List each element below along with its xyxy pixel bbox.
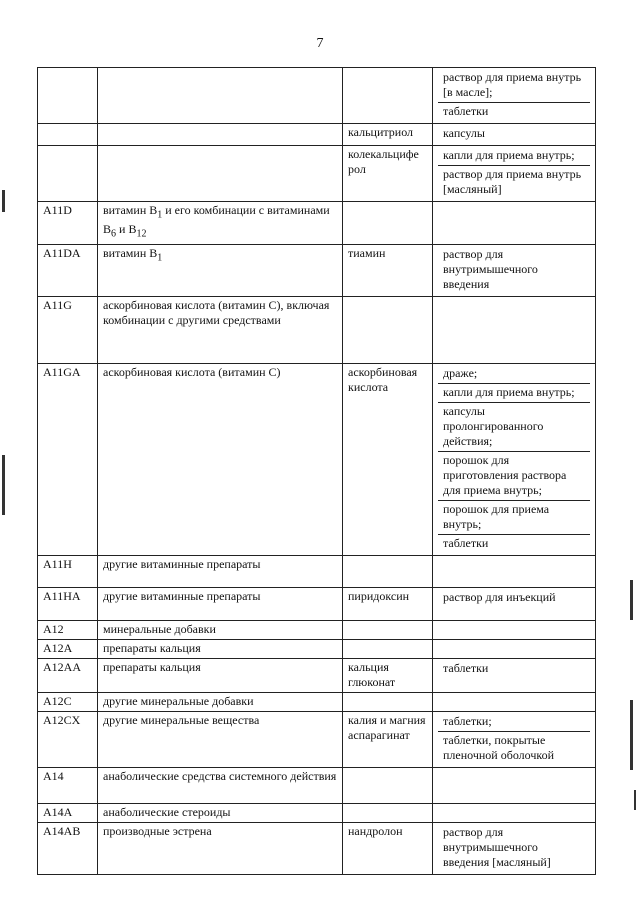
- table-row: [38, 822, 596, 874]
- dosage-form-item: капсулы: [443, 126, 485, 140]
- atc-code-cell: A11G: [38, 296, 98, 363]
- drug-name-cell: [343, 692, 433, 711]
- drug-name-cell: колекальцифе рол: [343, 146, 433, 202]
- dosage-forms-cell: [433, 587, 596, 620]
- drug-name-cell: пиридоксин: [343, 587, 433, 620]
- group-name-cell: [98, 146, 343, 202]
- dosage-forms-cell: [433, 202, 596, 245]
- table-row: [38, 363, 596, 555]
- atc-code-cell: A11GA: [38, 363, 98, 555]
- atc-code-cell: A14AB: [38, 822, 98, 874]
- dosage-form-item: таблетки: [438, 534, 590, 553]
- dosage-form-item: раствор для приема внутрь [масляный]: [438, 165, 590, 199]
- atc-code-cell: A12C: [38, 692, 98, 711]
- group-name-cell: [98, 124, 343, 146]
- drug-name-cell: кальцитриол: [343, 124, 433, 146]
- dosage-form-item: раствор для внутримышечного введения [масляный]: [443, 824, 551, 869]
- drug-name-cell: нандролон: [343, 822, 433, 874]
- dosage-form-item: раствор для инъекций: [443, 589, 556, 604]
- atc-code-cell: A14: [38, 767, 98, 803]
- table-row: [38, 124, 596, 146]
- drug-name-cell: [343, 202, 433, 245]
- dosage-form-item: капсулы пролонгированного действия;: [438, 402, 590, 451]
- table-row: [38, 767, 596, 803]
- table-row: [38, 202, 596, 245]
- drug-name-cell: кальция глюконат: [343, 658, 433, 692]
- drug-name-cell: [343, 803, 433, 822]
- dosage-form-item: капли для приема внутрь;: [438, 383, 590, 402]
- drug-name-cell: [343, 767, 433, 803]
- group-name-cell: [98, 68, 343, 124]
- dosage-forms-cell: [433, 124, 596, 146]
- dosage-forms-cell: [433, 711, 596, 767]
- dosage-forms-cell: [433, 296, 596, 363]
- group-name-cell: витамин $B_1$: [98, 244, 343, 296]
- table-row: [38, 620, 596, 639]
- table-row: [38, 639, 596, 658]
- dosage-form-item: драже;: [443, 365, 478, 380]
- atc-code-cell: [38, 124, 98, 146]
- dosage-form-item: таблетки;: [443, 713, 492, 728]
- group-name-cell: аскорбиновая кислота (витамин C), включая комбинации с другими средствами: [98, 296, 343, 363]
- dosage-forms-cell: [433, 68, 596, 124]
- atc-code-cell: A11H: [38, 555, 98, 587]
- atc-code-cell: A12AA: [38, 658, 98, 692]
- group-name-cell: минеральные добавки: [98, 620, 343, 639]
- group-name-cell: другие минеральные вещества: [98, 711, 343, 767]
- dosage-form-item: порошок для приема внутрь;: [438, 500, 590, 534]
- group-name-cell: другие витаминные препараты: [98, 555, 343, 587]
- table-row: [38, 587, 596, 620]
- drug-name-cell: [343, 68, 433, 124]
- group-name-cell: препараты кальция: [98, 639, 343, 658]
- drug-name-cell: калия и магния аспарагинат: [343, 711, 433, 767]
- group-name-cell: аскорбиновая кислота (витамин C): [98, 363, 343, 555]
- dosage-forms-cell: [433, 692, 596, 711]
- dosage-form-item: капли для приема внутрь;: [443, 148, 575, 162]
- atc-code-cell: [38, 146, 98, 202]
- group-name-cell: анаболические средства системного действия: [98, 767, 343, 803]
- dosage-forms-cell: [433, 363, 596, 555]
- atc-code-cell: A11D: [38, 202, 98, 245]
- drug-name-cell: [343, 296, 433, 363]
- group-name-cell: другие минеральные добавки: [98, 692, 343, 711]
- group-name-cell: витамин $B_1$ и его комбинации с витаминами $B_6$ и $B_{12}$: [98, 202, 343, 245]
- dosage-form-item: раствор для внутримышечного введения: [443, 246, 538, 291]
- atc-code-cell: A14A: [38, 803, 98, 822]
- dosage-form-item: раствор для приема внутрь [в масле];: [443, 70, 582, 99]
- page-number: 7: [316, 36, 324, 51]
- table-row: [38, 68, 596, 124]
- atc-code-cell: A12A: [38, 639, 98, 658]
- scan-artifact-right: [630, 580, 633, 620]
- dosage-form-item: порошок для приготовления раствора для приема внутрь;: [438, 451, 590, 500]
- group-name-cell: другие витаминные препараты: [98, 587, 343, 620]
- atc-code-cell: A12: [38, 620, 98, 639]
- dosage-forms-cell: [433, 822, 596, 874]
- scan-artifact-right: [630, 700, 633, 770]
- dosage-form-item: таблетки: [443, 660, 489, 675]
- table-row: [38, 244, 596, 296]
- group-name-cell: препараты кальция: [98, 658, 343, 692]
- dosage-forms-cell: [433, 767, 596, 803]
- table-row: [38, 296, 596, 363]
- drug-name-cell: [343, 620, 433, 639]
- atc-code-cell: [38, 68, 98, 124]
- drug-name-cell: тиамин: [343, 244, 433, 296]
- group-name-cell: анаболические стероиды: [98, 803, 343, 822]
- group-name-cell: производные эстрена: [98, 822, 343, 874]
- table-row: [38, 555, 596, 587]
- dosage-forms-cell: [433, 146, 596, 202]
- drug-name-cell: [343, 639, 433, 658]
- scan-artifact-left: [2, 190, 5, 212]
- dosage-form-item: таблетки: [438, 102, 590, 121]
- scan-artifact-right: [634, 790, 636, 810]
- drug-name-cell: [343, 555, 433, 587]
- scan-artifact-left: [2, 455, 5, 515]
- drug-name-cell: аскорбиновая кислота: [343, 363, 433, 555]
- table-row: [38, 711, 596, 767]
- atc-code-cell: A12CX: [38, 711, 98, 767]
- dosage-forms-cell: [433, 639, 596, 658]
- dosage-forms-cell: [433, 555, 596, 587]
- table-row: [38, 146, 596, 202]
- table-row: [38, 658, 596, 692]
- table-row: [38, 692, 596, 711]
- atc-code-cell: A11HA: [38, 587, 98, 620]
- table-row: [38, 803, 596, 822]
- dosage-forms-cell: [433, 658, 596, 692]
- atc-code-cell: A11DA: [38, 244, 98, 296]
- dosage-forms-cell: [433, 620, 596, 639]
- dosage-form-item: таблетки, покрытые пленочной оболочкой: [438, 731, 590, 765]
- dosage-forms-cell: [433, 244, 596, 296]
- dosage-forms-cell: [433, 803, 596, 822]
- drug-table: [37, 67, 596, 875]
